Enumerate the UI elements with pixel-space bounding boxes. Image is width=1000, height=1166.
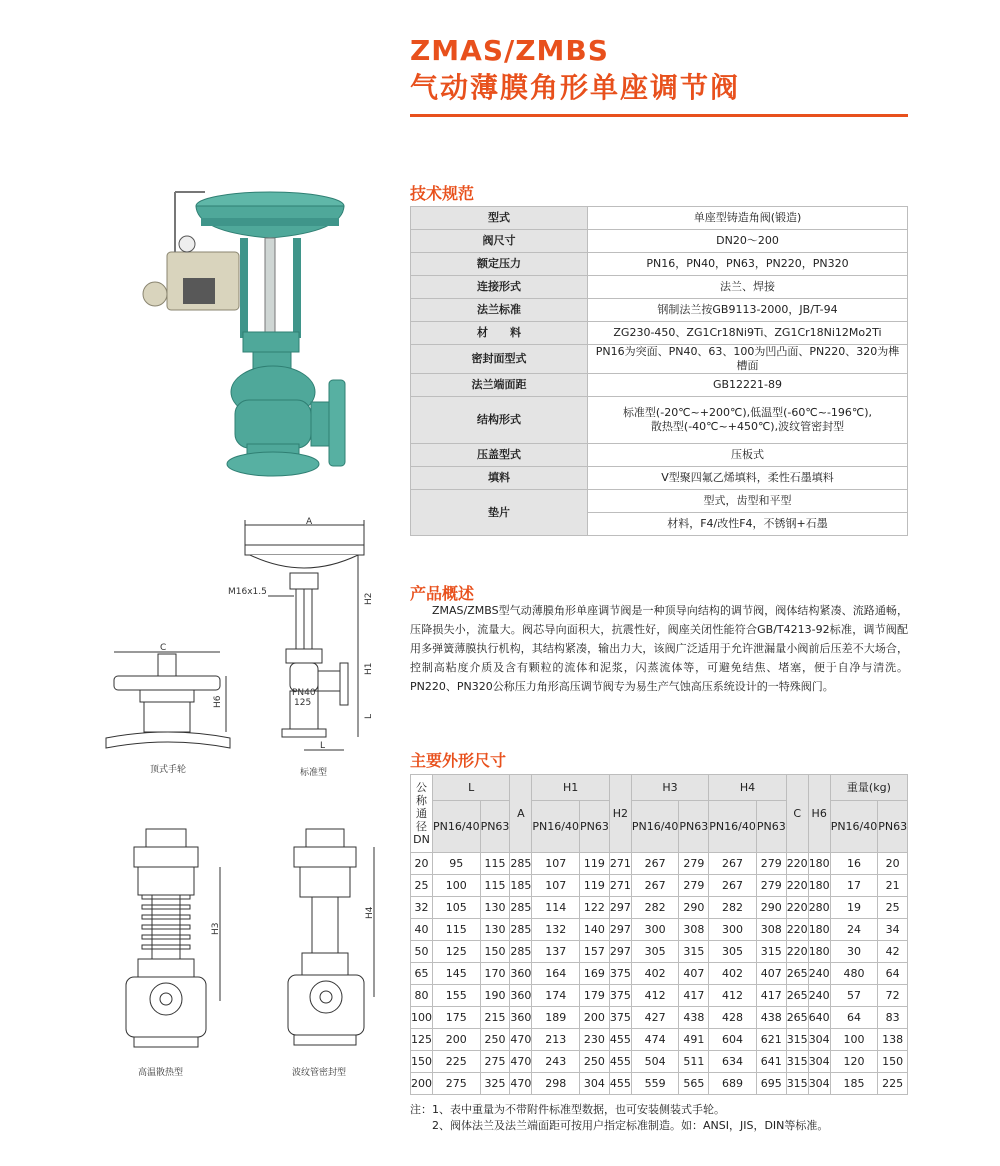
col-h1: H1 xyxy=(532,775,609,801)
table-cell: 30 xyxy=(830,941,878,963)
table-cell: 220 xyxy=(786,875,808,897)
table-cell: 305 xyxy=(631,941,679,963)
table-cell: 640 xyxy=(808,1007,830,1029)
table-cell: 360 xyxy=(510,963,532,985)
table-cell: 267 xyxy=(709,875,757,897)
table-row xyxy=(411,1007,908,1029)
table-row xyxy=(411,1073,908,1095)
table-cell: 220 xyxy=(786,919,808,941)
table-cell: 240 xyxy=(808,985,830,1007)
table-cell: 504 xyxy=(631,1051,679,1073)
table-cell: 120 xyxy=(830,1051,878,1073)
table-cell: 304 xyxy=(808,1073,830,1095)
table-cell: 125 xyxy=(411,1029,433,1051)
table-cell: 407 xyxy=(756,963,786,985)
table-cell: 100 xyxy=(411,1007,433,1029)
header-row xyxy=(411,775,908,801)
valve-product-photo xyxy=(125,182,375,482)
col-c: C xyxy=(786,775,808,853)
table-cell: 279 xyxy=(679,875,709,897)
table-row xyxy=(411,276,908,299)
table-cell: 282 xyxy=(709,897,757,919)
table-cell: 95 xyxy=(433,853,481,875)
table-cell: 50 xyxy=(411,941,433,963)
col-dn: 公称通径DN xyxy=(411,775,433,853)
table-cell: 230 xyxy=(579,1029,609,1051)
table-cell: 428 xyxy=(709,1007,757,1029)
table-cell: 285 xyxy=(510,853,532,875)
table-cell: 315 xyxy=(756,941,786,963)
table-cell: 360 xyxy=(510,1007,532,1029)
table-cell: 470 xyxy=(510,1051,532,1073)
drawing-bellows-seal-type xyxy=(262,825,392,1085)
table-cell: 132 xyxy=(532,919,580,941)
table-cell: 265 xyxy=(786,985,808,1007)
table-cell: 375 xyxy=(609,985,631,1007)
dim-label-h4: H4 xyxy=(365,906,375,919)
col-pn63: PN63 xyxy=(679,801,709,853)
table-cell: 180 xyxy=(808,853,830,875)
table-cell: 40 xyxy=(411,919,433,941)
table-cell: 57 xyxy=(830,985,878,1007)
col-pn1640: PN16/40 xyxy=(433,801,481,853)
note-2: 2、阀体法兰及法兰端面距可按用户指定标准制造。如：ANSI，JIS，DIN等标准。 xyxy=(432,1119,829,1132)
table-cell: 175 xyxy=(433,1007,481,1029)
table-row xyxy=(411,875,908,897)
spec-value: 型式，齿型和平型 xyxy=(588,490,908,513)
table-cell: 25 xyxy=(878,897,908,919)
spec-value: 材料，F4/改性F4，不锈钢+石墨 xyxy=(588,513,908,536)
table-cell: 304 xyxy=(808,1051,830,1073)
table-cell: 297 xyxy=(609,897,631,919)
table-cell: 304 xyxy=(808,1029,830,1051)
drawing-standard-type xyxy=(228,515,380,777)
table-cell: 220 xyxy=(786,941,808,963)
col-pn63: PN63 xyxy=(480,801,510,853)
table-cell: 480 xyxy=(830,963,878,985)
table-cell: 200 xyxy=(411,1073,433,1095)
spec-value xyxy=(588,397,908,444)
spec-key: 型式 xyxy=(411,207,588,230)
col-a: A xyxy=(510,775,532,853)
table-cell: 265 xyxy=(786,1007,808,1029)
table-cell: 604 xyxy=(709,1029,757,1051)
table-cell: 240 xyxy=(808,963,830,985)
table-cell: 491 xyxy=(679,1029,709,1051)
spec-value: PN16，PN40，PN63，PN220，PN320 xyxy=(588,253,908,276)
table-row xyxy=(411,919,908,941)
table-cell: 145 xyxy=(433,963,481,985)
table-cell: 511 xyxy=(679,1051,709,1073)
spec-key: 垫片 xyxy=(411,490,588,536)
table-cell: 279 xyxy=(679,853,709,875)
table-cell: 150 xyxy=(878,1051,908,1073)
table-cell: 280 xyxy=(808,897,830,919)
table-row xyxy=(411,444,908,467)
table-cell: 402 xyxy=(631,963,679,985)
table-cell: 305 xyxy=(709,941,757,963)
table-cell: 470 xyxy=(510,1029,532,1051)
table-cell: 20 xyxy=(878,853,908,875)
table-cell: 107 xyxy=(532,875,580,897)
table-cell: 308 xyxy=(679,919,709,941)
table-cell: 140 xyxy=(579,919,609,941)
table-cell: 17 xyxy=(830,875,878,897)
table-cell: 297 xyxy=(609,941,631,963)
spec-key: 法兰端面距 xyxy=(411,374,588,397)
caption-standard: 标准型 xyxy=(300,768,328,777)
table-cell: 641 xyxy=(756,1051,786,1073)
table-cell: 407 xyxy=(679,963,709,985)
table-cell: 169 xyxy=(579,963,609,985)
table-cell: 185 xyxy=(830,1073,878,1095)
table-cell: 315 xyxy=(786,1051,808,1073)
table-cell: 100 xyxy=(830,1029,878,1051)
spec-value-line: 散热型(-40℃~+450℃),波纹管密封型 xyxy=(650,420,845,433)
table-cell: 621 xyxy=(756,1029,786,1051)
spec-key: 填料 xyxy=(411,467,588,490)
table-cell: 225 xyxy=(878,1073,908,1095)
table-cell: 565 xyxy=(679,1073,709,1095)
table-cell: 180 xyxy=(808,875,830,897)
table-cell: 412 xyxy=(631,985,679,1007)
table-row xyxy=(411,1029,908,1051)
table-cell: 300 xyxy=(631,919,679,941)
dimensions-table xyxy=(410,774,908,1095)
table-cell: 16 xyxy=(830,853,878,875)
table-cell: 122 xyxy=(579,897,609,919)
table-cell: 290 xyxy=(756,897,786,919)
table-cell: 402 xyxy=(709,963,757,985)
table-cell: 24 xyxy=(830,919,878,941)
table-cell: 119 xyxy=(579,875,609,897)
caption-bellows: 波纹管密封型 xyxy=(292,1068,347,1078)
table-row xyxy=(411,1051,908,1073)
table-cell: 138 xyxy=(878,1029,908,1051)
table-cell: 265 xyxy=(786,963,808,985)
specs-table xyxy=(410,206,908,536)
col-pn63: PN63 xyxy=(579,801,609,853)
table-cell: 150 xyxy=(480,941,510,963)
note-1: 注：1、表中重量为不带附件标准型数据，也可安装侧装式手轮。 xyxy=(410,1103,725,1116)
table-cell: 72 xyxy=(878,985,908,1007)
spec-key: 法兰标准 xyxy=(411,299,588,322)
table-cell: 275 xyxy=(433,1073,481,1095)
spec-value: PN16为突面、PN40、63、100为凹凸面、PN220、320为榫槽面 xyxy=(588,345,908,374)
col-weight: 重量(kg) xyxy=(830,775,907,801)
table-cell: 250 xyxy=(480,1029,510,1051)
col-pn63: PN63 xyxy=(756,801,786,853)
table-cell: 474 xyxy=(631,1029,679,1051)
dim-label-h1: H1 xyxy=(364,662,374,675)
label-thread: M16x1.5 xyxy=(228,587,267,597)
table-cell: 189 xyxy=(532,1007,580,1029)
table-row xyxy=(411,207,908,230)
spec-value: ZG230-450、ZG1Cr18Ni9Ti、ZG1Cr18Ni12Mo2Ti xyxy=(588,322,908,345)
spec-key: 压盖型式 xyxy=(411,444,588,467)
table-cell: 200 xyxy=(433,1029,481,1051)
table-cell: 285 xyxy=(510,919,532,941)
col-h3: H3 xyxy=(631,775,708,801)
dim-label-c: C xyxy=(160,643,167,653)
table-row xyxy=(411,941,908,963)
table-cell: 164 xyxy=(532,963,580,985)
table-row xyxy=(411,963,908,985)
table-cell: 275 xyxy=(480,1051,510,1073)
col-pn1640: PN16/40 xyxy=(709,801,757,853)
table-cell: 438 xyxy=(756,1007,786,1029)
table-cell: 21 xyxy=(878,875,908,897)
table-cell: 170 xyxy=(480,963,510,985)
title-divider xyxy=(410,114,908,117)
table-cell: 285 xyxy=(510,941,532,963)
product-name-title: 气动薄膜角形单座调节阀 xyxy=(410,71,741,104)
col-h4: H4 xyxy=(709,775,786,801)
dim-label-l: L xyxy=(320,741,326,751)
table-cell: 271 xyxy=(609,875,631,897)
table-cell: 559 xyxy=(631,1073,679,1095)
overview-heading: 产品概述 xyxy=(410,584,475,603)
table-cell: 220 xyxy=(786,853,808,875)
table-cell: 243 xyxy=(532,1051,580,1073)
table-cell: 634 xyxy=(709,1051,757,1073)
table-cell: 20 xyxy=(411,853,433,875)
table-cell: 279 xyxy=(756,853,786,875)
table-cell: 130 xyxy=(480,919,510,941)
table-cell: 200 xyxy=(579,1007,609,1029)
table-cell: 695 xyxy=(756,1073,786,1095)
table-row xyxy=(411,985,908,1007)
table-cell: 417 xyxy=(756,985,786,1007)
spec-value: GB12221-89 xyxy=(588,374,908,397)
table-row xyxy=(411,345,908,374)
spec-value: 压板式 xyxy=(588,444,908,467)
table-cell: 267 xyxy=(631,875,679,897)
table-cell: 455 xyxy=(609,1051,631,1073)
table-cell: 157 xyxy=(579,941,609,963)
table-cell: 417 xyxy=(679,985,709,1007)
drawing-high-temp-type xyxy=(112,825,252,1085)
label-pn40: PN40 xyxy=(292,688,316,698)
table-cell: 213 xyxy=(532,1029,580,1051)
table-cell: 285 xyxy=(510,897,532,919)
col-h6: H6 xyxy=(808,775,830,853)
table-cell: 455 xyxy=(609,1073,631,1095)
col-pn1640: PN16/40 xyxy=(830,801,878,853)
table-cell: 185 xyxy=(510,875,532,897)
table-cell: 689 xyxy=(709,1073,757,1095)
spec-key: 结构形式 xyxy=(411,397,588,444)
table-cell: 375 xyxy=(609,1007,631,1029)
col-pn63: PN63 xyxy=(878,801,908,853)
table-cell: 180 xyxy=(808,919,830,941)
caption-high-temp: 高温散热型 xyxy=(138,1068,184,1078)
spec-key: 材 料 xyxy=(411,322,588,345)
col-l: L xyxy=(433,775,510,801)
table-cell: 65 xyxy=(411,963,433,985)
table-cell: 220 xyxy=(786,897,808,919)
table-cell: 427 xyxy=(631,1007,679,1029)
table-cell: 100 xyxy=(433,875,481,897)
table-cell: 225 xyxy=(433,1051,481,1073)
table-cell: 64 xyxy=(878,963,908,985)
table-row xyxy=(411,897,908,919)
table-cell: 360 xyxy=(510,985,532,1007)
table-cell: 174 xyxy=(532,985,580,1007)
table-cell: 300 xyxy=(709,919,757,941)
table-cell: 32 xyxy=(411,897,433,919)
overview-paragraph: ZMAS/ZMBS型气动薄膜角形单座调节阀是一种顶导向结构的调节阀，阀体结构紧凑、流路通畅，压降损失小，流量大。阀芯导向面积大，抗震性好，阀座关闭性能符合GB/T4213-92标准，调节阀配用多弹簧薄膜执行机构，其结构紧凑，输出力大，该阀广泛适用于允许泄漏量小阀前后压差不大场合，控制高粘度介质及含有颗粒的流体和泥浆，闪蒸流体等，可避免结焦、堵塞，便于自净与清洗。PN220、PN320公称压力角形高压调节阀专为易生产气蚀高压系统设计的一特殊阀门。 xyxy=(410,604,909,693)
table-cell: 80 xyxy=(411,985,433,1007)
table-cell: 180 xyxy=(808,941,830,963)
spec-key: 密封面型式 xyxy=(411,345,588,374)
spec-key: 阀尺寸 xyxy=(411,230,588,253)
dimensions-heading: 主要外形尺寸 xyxy=(410,751,507,770)
table-cell: 325 xyxy=(480,1073,510,1095)
table-row xyxy=(411,467,908,490)
table-row xyxy=(411,253,908,276)
table-cell: 114 xyxy=(532,897,580,919)
table-cell: 25 xyxy=(411,875,433,897)
notes xyxy=(410,1102,930,1134)
table-cell: 267 xyxy=(709,853,757,875)
table-cell: 290 xyxy=(679,897,709,919)
table-cell: 250 xyxy=(579,1051,609,1073)
table-cell: 282 xyxy=(631,897,679,919)
table-cell: 64 xyxy=(830,1007,878,1029)
table-cell: 470 xyxy=(510,1073,532,1095)
table-cell: 315 xyxy=(786,1029,808,1051)
table-row xyxy=(411,322,908,345)
spec-value: DN20～200 xyxy=(588,230,908,253)
spec-value: 钢制法兰按GB9113-2000，JB/T-94 xyxy=(588,299,908,322)
table-cell: 455 xyxy=(609,1029,631,1051)
dim-label-h6: H6 xyxy=(213,695,223,708)
col-h2: H2 xyxy=(609,775,631,853)
col-pn1640: PN16/40 xyxy=(631,801,679,853)
table-cell: 279 xyxy=(756,875,786,897)
col-pn1640: PN16/40 xyxy=(532,801,580,853)
table-cell: 34 xyxy=(878,919,908,941)
spec-key: 额定压力 xyxy=(411,253,588,276)
table-cell: 19 xyxy=(830,897,878,919)
table-cell: 107 xyxy=(532,853,580,875)
table-cell: 315 xyxy=(679,941,709,963)
table-cell: 271 xyxy=(609,853,631,875)
table-row xyxy=(411,230,908,253)
table-row xyxy=(411,490,908,513)
table-cell: 115 xyxy=(480,875,510,897)
table-cell: 42 xyxy=(878,941,908,963)
caption-top-wheel: 顶式手轮 xyxy=(150,765,187,775)
table-cell: 215 xyxy=(480,1007,510,1029)
table-cell: 304 xyxy=(579,1073,609,1095)
table-cell: 375 xyxy=(609,963,631,985)
table-cell: 315 xyxy=(786,1073,808,1095)
table-cell: 115 xyxy=(433,919,481,941)
table-cell: 155 xyxy=(433,985,481,1007)
spec-value: 法兰、焊接 xyxy=(588,276,908,299)
table-cell: 137 xyxy=(532,941,580,963)
dim-label-h3: H3 xyxy=(211,922,221,935)
table-cell: 119 xyxy=(579,853,609,875)
drawing-top-handwheel xyxy=(100,640,238,780)
table-row xyxy=(411,374,908,397)
table-cell: 412 xyxy=(709,985,757,1007)
spec-value: 单座型铸造角阀(锻造) xyxy=(588,207,908,230)
table-cell: 115 xyxy=(480,853,510,875)
table-cell: 267 xyxy=(631,853,679,875)
table-row xyxy=(411,397,908,444)
label-pn125: 125 xyxy=(294,698,312,708)
table-cell: 297 xyxy=(609,919,631,941)
spec-key: 连接形式 xyxy=(411,276,588,299)
dimensions-body xyxy=(411,853,908,1095)
header-row-spacer xyxy=(411,801,908,829)
table-cell: 150 xyxy=(411,1051,433,1073)
table-cell: 125 xyxy=(433,941,481,963)
table-cell: 105 xyxy=(433,897,481,919)
specs-heading: 技术规范 xyxy=(410,184,475,203)
table-cell: 190 xyxy=(480,985,510,1007)
spec-value-line: 标准型(-20℃~+200℃),低温型(-60℃~-196℃), xyxy=(622,406,873,419)
product-model-title: ZMAS/ZMBS xyxy=(410,34,609,67)
table-row xyxy=(411,299,908,322)
table-cell: 179 xyxy=(579,985,609,1007)
table-cell: 83 xyxy=(878,1007,908,1029)
table-cell: 308 xyxy=(756,919,786,941)
spec-value: V型聚四氟乙烯填料，柔性石墨填料 xyxy=(588,467,908,490)
table-cell: 438 xyxy=(679,1007,709,1029)
dim-label-h2: H2 xyxy=(364,592,374,605)
table-cell: 298 xyxy=(532,1073,580,1095)
dim-label-l-vertical: L xyxy=(364,713,374,719)
table-cell: 130 xyxy=(480,897,510,919)
table-row xyxy=(411,853,908,875)
dim-label-a: A xyxy=(306,517,313,527)
